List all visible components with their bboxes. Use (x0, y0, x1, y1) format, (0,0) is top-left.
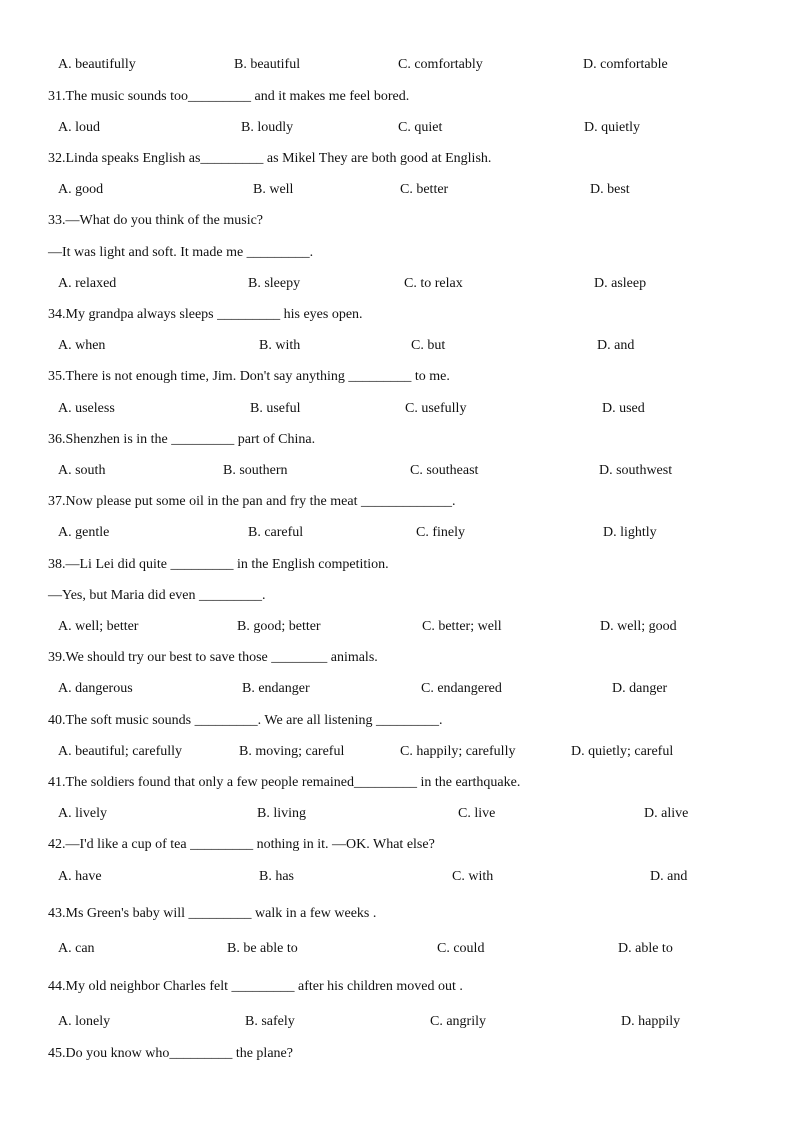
answer-option: B. safely (245, 1014, 295, 1029)
answer-option: C. usefully (405, 401, 467, 416)
answer-option: B. endanger (242, 681, 310, 696)
answer-option: A. lively (58, 806, 107, 821)
question-text: 41.The soldiers found that only a few people remained_________ in the earthquake. (48, 775, 521, 790)
question-text: 38.—Li Lei did quite _________ in the English competition. (48, 557, 389, 572)
answer-option: D. able to (618, 941, 673, 956)
question-text: 42.—I'd like a cup of tea _________ nothing in it. —OK. What else? (48, 837, 435, 852)
answer-option: B. sleepy (248, 276, 301, 291)
answer-option: A. have (58, 869, 102, 884)
question-text: 43.Ms Green's baby will _________ walk in a few weeks . (48, 906, 377, 921)
answer-option: B. beautiful (234, 57, 301, 72)
answer-option: C. but (411, 338, 446, 353)
question-text: 31.The music sounds too_________ and it makes me feel bored. (48, 89, 410, 104)
answer-option: D. southwest (599, 463, 673, 478)
question-text: 44.My old neighbor Charles felt _________ after his children moved out . (48, 979, 463, 994)
question-text: —Yes, but Maria did even _________. (48, 588, 266, 603)
answer-option: A. can (58, 941, 95, 956)
answer-option: D. happily (621, 1014, 681, 1029)
answer-option: A. useless (58, 401, 115, 416)
answer-option: C. could (437, 941, 485, 956)
answer-option: A. well; better (58, 619, 139, 634)
answer-option: A. beautiful; carefully (58, 744, 183, 759)
answer-option: A. gentle (58, 525, 110, 540)
answer-option: B. with (259, 338, 301, 353)
answer-option: B. southern (223, 463, 288, 478)
answer-option: C. better; well (422, 619, 502, 634)
answer-option: D. well; good (600, 619, 677, 634)
answer-option: A. when (58, 338, 106, 353)
answer-option: B. well (253, 182, 294, 197)
answer-option: C. live (458, 806, 496, 821)
answer-option: D. asleep (594, 276, 647, 291)
question-text: 32.Linda speaks English as_________ as Mikel They are both good at English. (48, 151, 492, 166)
answer-option: A. relaxed (58, 276, 117, 291)
question-text: 45.Do you know who_________ the plane? (48, 1046, 293, 1061)
answer-option: A. dangerous (58, 681, 133, 696)
answer-option: B. loudly (241, 120, 294, 135)
answer-option: A. loud (58, 120, 100, 135)
answer-option: C. southeast (410, 463, 479, 478)
question-text: 40.The soft music sounds _________. We are all listening _________. (48, 713, 443, 728)
answer-option: B. useful (250, 401, 301, 416)
answer-option: D. quietly (584, 120, 640, 135)
answer-option: C. quiet (398, 120, 443, 135)
answer-option: D. lightly (603, 525, 657, 540)
answer-option: A. good (58, 182, 104, 197)
answer-option: A. lonely (58, 1014, 111, 1029)
answer-option: D. used (602, 401, 645, 416)
answer-option: C. with (452, 869, 494, 884)
answer-option: C. comfortably (398, 57, 483, 72)
answer-option: B. careful (248, 525, 304, 540)
answer-option: C. better (400, 182, 449, 197)
answer-option: D. and (597, 338, 635, 353)
answer-option: C. happily; carefully (400, 744, 516, 759)
answer-option: B. has (259, 869, 294, 884)
answer-option: A. beautifully (58, 57, 136, 72)
question-text: 39.We should try our best to save those ________ animals. (48, 650, 378, 665)
question-text: 36.Shenzhen is in the _________ part of China. (48, 432, 316, 447)
answer-option: C. angrily (430, 1014, 486, 1029)
question-text: 37.Now please put some oil in the pan and fry the meat _____________. (48, 494, 456, 509)
answer-option: B. be able to (227, 941, 298, 956)
answer-option: A. south (58, 463, 106, 478)
answer-option: B. good; better (237, 619, 321, 634)
answer-option: D. danger (612, 681, 668, 696)
answer-option: C. endangered (421, 681, 502, 696)
answer-option: D. quietly; careful (571, 744, 674, 759)
question-text: 34.My grandpa always sleeps _________ his eyes open. (48, 307, 363, 322)
answer-option: B. moving; careful (239, 744, 345, 759)
question-text: 35.There is not enough time, Jim. Don't say anything _________ to me. (48, 369, 450, 384)
answer-option: D. and (650, 869, 688, 884)
answer-option: D. comfortable (583, 57, 668, 72)
answer-option: C. to relax (404, 276, 463, 291)
question-text: —It was light and soft. It made me _________. (48, 245, 314, 260)
answer-option: C. finely (416, 525, 465, 540)
answer-option: D. alive (644, 806, 689, 821)
question-text: 33.—What do you think of the music? (48, 213, 264, 228)
answer-option: D. best (590, 182, 630, 197)
answer-option: B. living (257, 806, 307, 821)
